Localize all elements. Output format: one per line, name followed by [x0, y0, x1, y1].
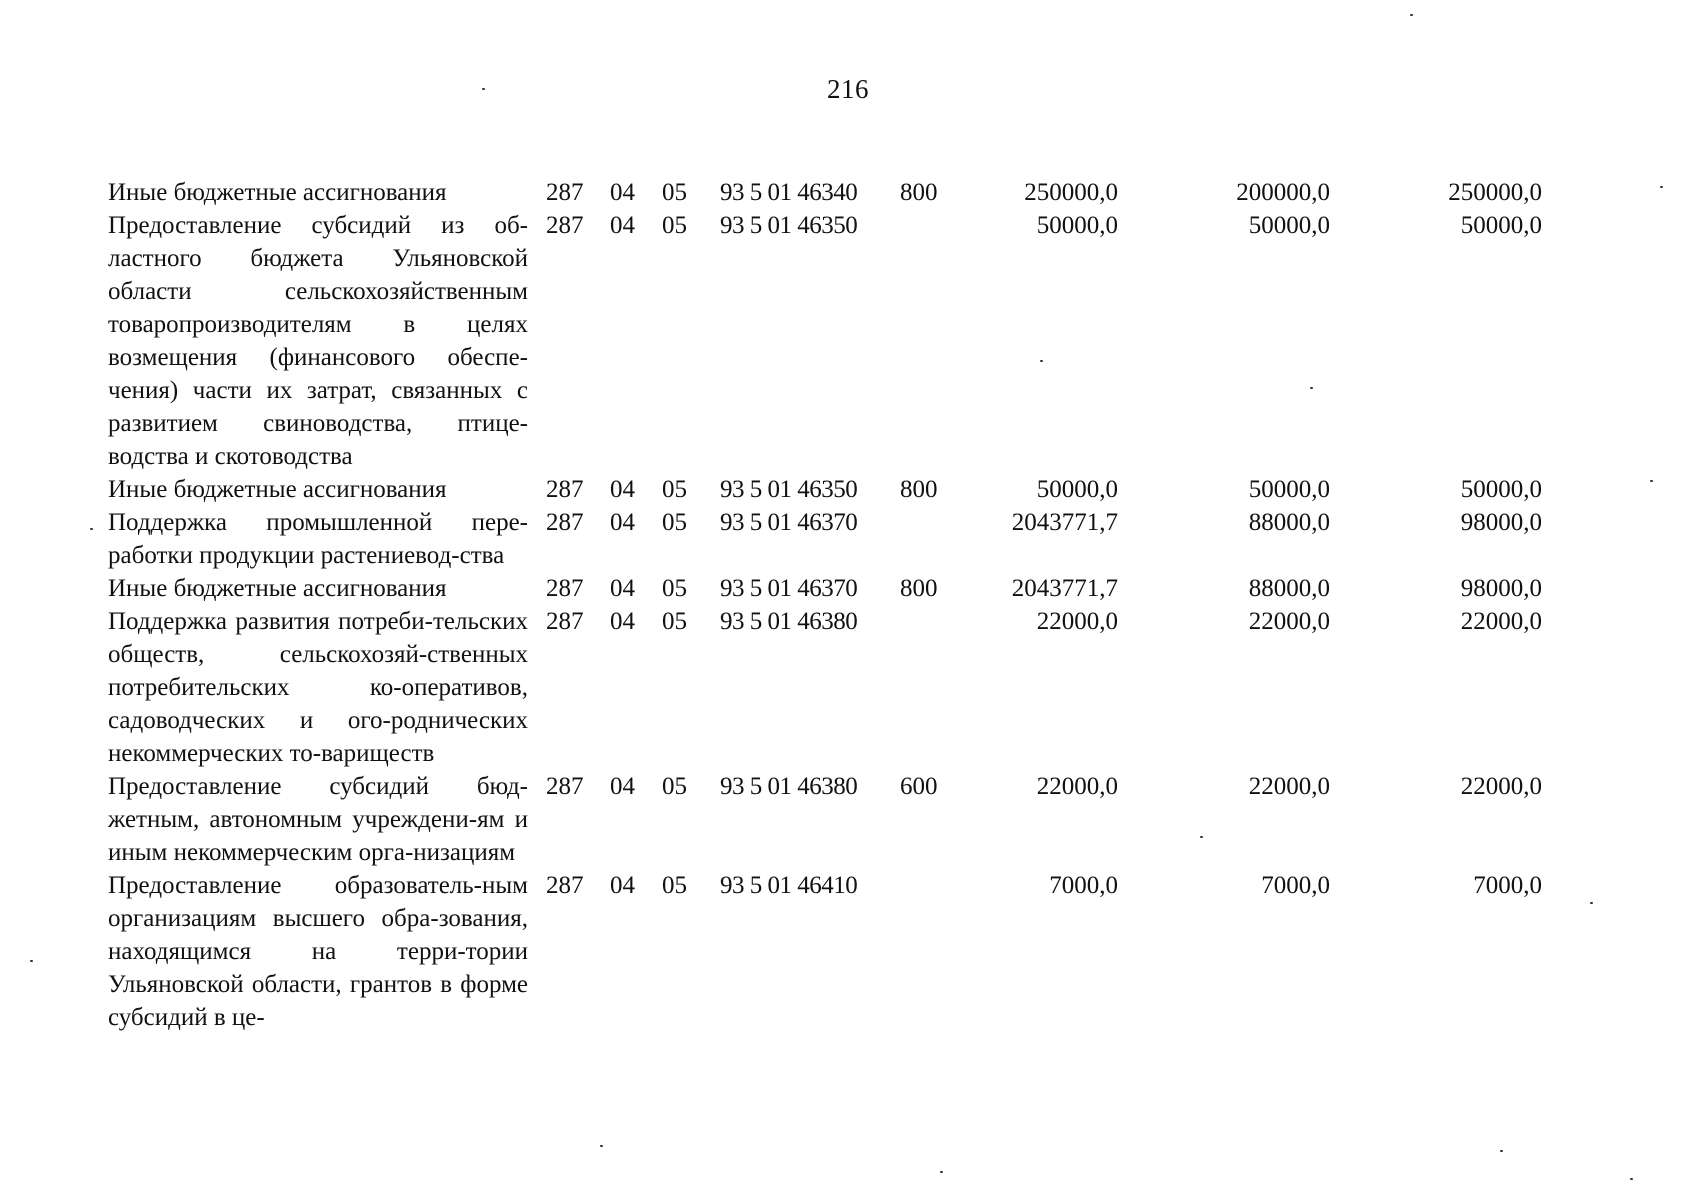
cell-pr: 05 [662, 608, 687, 635]
cell-vr: 800 [900, 575, 938, 602]
table-row [108, 770, 1542, 869]
cell-rz: 04 [610, 608, 635, 635]
cell-vr [900, 209, 970, 473]
cell-amount-1: 2043771,7 [1011, 509, 1118, 536]
cell-amount-3: 98000,0 [1460, 509, 1542, 536]
row-name: Предоставление образователь-ным организациям высшего обра-зования, находящимся на терри-тории Ульяновской области, грантов в форме субсидий в це- [108, 872, 528, 1031]
row-name: Поддержка развития потреби-тельских обществ, сельскохозяй-ственных потребительских ко-оперативов, садоводческих и ого-роднических некоммерческих то-вариществ [108, 608, 528, 767]
table-body [108, 176, 1542, 1034]
cell-pr: 05 [662, 509, 687, 536]
cell-vr [900, 869, 970, 1034]
cell-csr: 93 5 01 46350 [720, 212, 858, 239]
cell-csr: 93 5 01 46380 [720, 773, 858, 800]
table-row [108, 473, 1542, 506]
cell-amount-2: 50000,0 [1248, 212, 1330, 239]
cell-ved: 287 [546, 179, 584, 206]
cell-ved: 287 [546, 608, 584, 635]
cell-vr [900, 605, 970, 770]
cell-vr: 600 [900, 773, 938, 800]
cell-pr: 05 [662, 773, 687, 800]
cell-amount-2: 88000,0 [1248, 575, 1330, 602]
cell-amount-1: 2043771,7 [1011, 575, 1118, 602]
cell-amount-2: 22000,0 [1248, 773, 1330, 800]
budget-table [108, 176, 1542, 1034]
cell-pr: 05 [662, 575, 687, 602]
cell-amount-1: 22000,0 [1036, 773, 1118, 800]
cell-pr: 05 [662, 872, 687, 899]
table-row [108, 605, 1542, 770]
cell-pr: 05 [662, 476, 687, 503]
cell-vr: 800 [900, 476, 938, 503]
cell-amount-1: 250000,0 [1024, 179, 1118, 206]
cell-csr: 93 5 01 46370 [720, 575, 858, 602]
row-name: Иные бюджетные ассигнования [108, 476, 447, 503]
cell-vr [900, 506, 970, 572]
cell-amount-1: 50000,0 [1036, 476, 1118, 503]
cell-amount-1: 22000,0 [1036, 608, 1118, 635]
cell-pr: 05 [662, 212, 687, 239]
table-row [108, 176, 1542, 209]
table-row [108, 506, 1542, 572]
row-name: Предоставление субсидий бюд-жетным, автономным учреждени-ям и иным некоммерческим орга-низациям [108, 773, 528, 866]
cell-rz: 04 [610, 872, 635, 899]
cell-amount-3: 98000,0 [1460, 575, 1542, 602]
cell-csr: 93 5 01 46350 [720, 476, 858, 503]
cell-vr: 800 [900, 179, 938, 206]
cell-amount-3: 22000,0 [1460, 773, 1542, 800]
cell-amount-2: 88000,0 [1248, 509, 1330, 536]
cell-ved: 287 [546, 773, 584, 800]
cell-amount-3: 22000,0 [1460, 608, 1542, 635]
row-name: Предоставление субсидий из об-ластного бюджета Ульяновской области сельскохозяйственным товаропроизводителям в целях возмещения (финансового обеспе-чения) части их затрат, связанных с развитием свиноводства, птице-водства и скотоводства [108, 212, 528, 470]
row-name: Иные бюджетные ассигнования [108, 575, 447, 602]
cell-csr: 93 5 01 46370 [720, 509, 858, 536]
page-number: 216 [827, 74, 869, 104]
cell-ved: 287 [546, 575, 584, 602]
cell-amount-2: 50000,0 [1248, 476, 1330, 503]
row-name: Поддержка промышленной пере-работки продукции растениевод-ства [108, 509, 528, 569]
table-row [108, 869, 1542, 1034]
cell-ved: 287 [546, 212, 584, 239]
cell-amount-3: 50000,0 [1460, 212, 1542, 239]
cell-ved: 287 [546, 872, 584, 899]
table-row [108, 209, 1542, 473]
cell-rz: 04 [610, 476, 635, 503]
cell-csr: 93 5 01 46410 [720, 872, 858, 899]
cell-amount-1: 7000,0 [1049, 872, 1118, 899]
row-name: Иные бюджетные ассигнования [108, 179, 447, 206]
cell-rz: 04 [610, 179, 635, 206]
cell-amount-3: 250000,0 [1448, 179, 1542, 206]
cell-pr: 05 [662, 179, 687, 206]
cell-ved: 287 [546, 509, 584, 536]
table-row [108, 572, 1542, 605]
cell-amount-3: 7000,0 [1473, 872, 1542, 899]
cell-amount-3: 50000,0 [1460, 476, 1542, 503]
cell-rz: 04 [610, 773, 635, 800]
cell-amount-2: 200000,0 [1236, 179, 1330, 206]
cell-amount-1: 50000,0 [1036, 212, 1118, 239]
cell-amount-2: 22000,0 [1248, 608, 1330, 635]
cell-rz: 04 [610, 212, 635, 239]
cell-amount-2: 7000,0 [1261, 872, 1330, 899]
cell-ved: 287 [546, 476, 584, 503]
cell-csr: 93 5 01 46340 [720, 179, 858, 206]
cell-rz: 04 [610, 575, 635, 602]
cell-csr: 93 5 01 46380 [720, 608, 858, 635]
cell-rz: 04 [610, 509, 635, 536]
